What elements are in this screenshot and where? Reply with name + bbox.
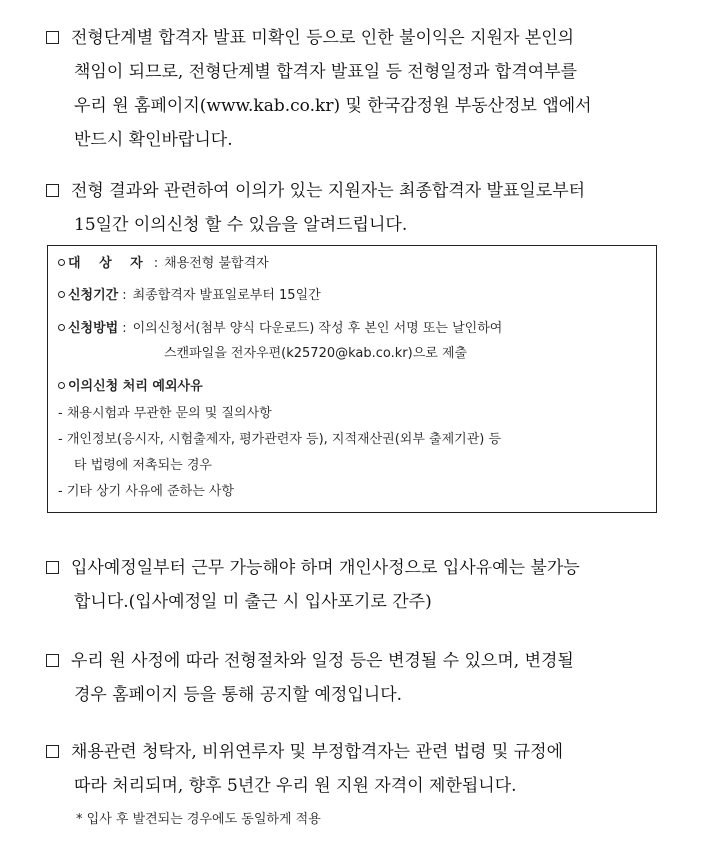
checkbox-square-icon [46, 184, 59, 197]
objection-period-value: 최종합격자 발표일로부터 15일간 [132, 288, 321, 303]
circle-bullet-icon [58, 382, 65, 389]
notice-start-date [46, 551, 668, 619]
circle-bullet-icon [58, 324, 65, 331]
notice-result-check [46, 21, 668, 157]
checkbox-square-icon [46, 745, 59, 758]
objection-method-value: 스캔파일을 전자우편(k25720@kab.co.kr)으로 제출 [164, 346, 468, 361]
exception-item-continued: 타 법령에 저촉되는 경우 [74, 458, 212, 473]
notice-line: 경우 홈페이지 등을 통해 공지할 예정입니다. [74, 685, 403, 705]
objection-exceptions-title-row [58, 377, 203, 397]
exception-item: - 기타 상기 사유에 준하는 사항 [58, 484, 235, 499]
notice-line: 책임이 되므로, 전형단계별 합격자 발표일 등 전형일정과 합격여부를 [74, 62, 578, 82]
objection-method-label: 신청방법 [68, 321, 119, 336]
notice-schedule-change [46, 644, 668, 712]
checkbox-square-icon [46, 561, 59, 574]
notice-line: 채용관련 청탁자, 비위연루자 및 부정합격자는 관련 법령 및 규정에 [71, 742, 564, 762]
objection-period-label: 신청기간 [68, 288, 119, 303]
checkbox-square-icon [46, 31, 59, 44]
objection-target-label: 대 상 자 [68, 256, 150, 271]
exception-item: - 개인정보(응시자, 시험출제자, 평가관련자 등), 지적재산권(외부 출제기관) 등 [58, 432, 502, 447]
exception-item: - 채용시험과 무관한 문의 및 질의사항 [58, 406, 272, 421]
notice-objection [46, 174, 668, 242]
objection-period-row: 신청기간 : 최종합격자 발표일로부터 15일간 [58, 286, 321, 306]
notice-line: 우리 원 사정에 따라 전형절차와 일정 등은 변경될 수 있으며, 변경될 [71, 651, 574, 671]
notice-line: 15일간 이의신청 할 수 있음을 알려드립니다. [74, 215, 408, 235]
objection-exceptions-title: 이의신청 처리 예외사유 [68, 379, 203, 394]
notice-line: 입사예정일부터 근무 가능해야 하며 개인사정으로 입사유예는 불가능 [71, 558, 580, 578]
footnote: * 입사 후 발견되는 경우에도 동일하게 적용 [76, 812, 321, 827]
checkbox-square-icon [46, 654, 59, 667]
notice-line: 전형 결과와 관련하여 이의가 있는 지원자는 최종합격자 발표일로부터 [71, 181, 586, 201]
objection-target-value: 채용전형 불합격자 [164, 256, 269, 271]
circle-bullet-icon [58, 291, 65, 298]
circle-bullet-icon [58, 259, 65, 266]
notice-line: 반드시 확인바랍니다. [74, 130, 233, 150]
objection-method-value: 이의신청서(첨부 양식 다운로드) 작성 후 본인 서명 또는 날인하여 [132, 321, 503, 336]
notice-line: 우리 원 홈페이지(www.kab.co.kr) 및 한국감정원 부동산정보 앱에서 [74, 96, 592, 116]
notice-line: 전형단계별 합격자 발표 미확인 등으로 인한 불이익은 지원자 본인의 [71, 28, 575, 48]
notice-line: 합니다.(입사예정일 미 출근 시 입사포기로 간주) [74, 592, 432, 612]
objection-method-row: 신청방법 : 이의신청서(첨부 양식 다운로드) 작성 후 본인 서명 또는 날인하여 [58, 319, 502, 339]
notice-fraud [46, 735, 668, 803]
objection-method-row-continued [164, 344, 467, 364]
notice-line: 따라 처리되며, 향후 5년간 우리 원 지원 자격이 제한됩니다. [74, 776, 517, 796]
objection-info-box [47, 245, 657, 513]
objection-target-row: 대 상 자 : 채용전형 불합격자 [58, 254, 269, 274]
